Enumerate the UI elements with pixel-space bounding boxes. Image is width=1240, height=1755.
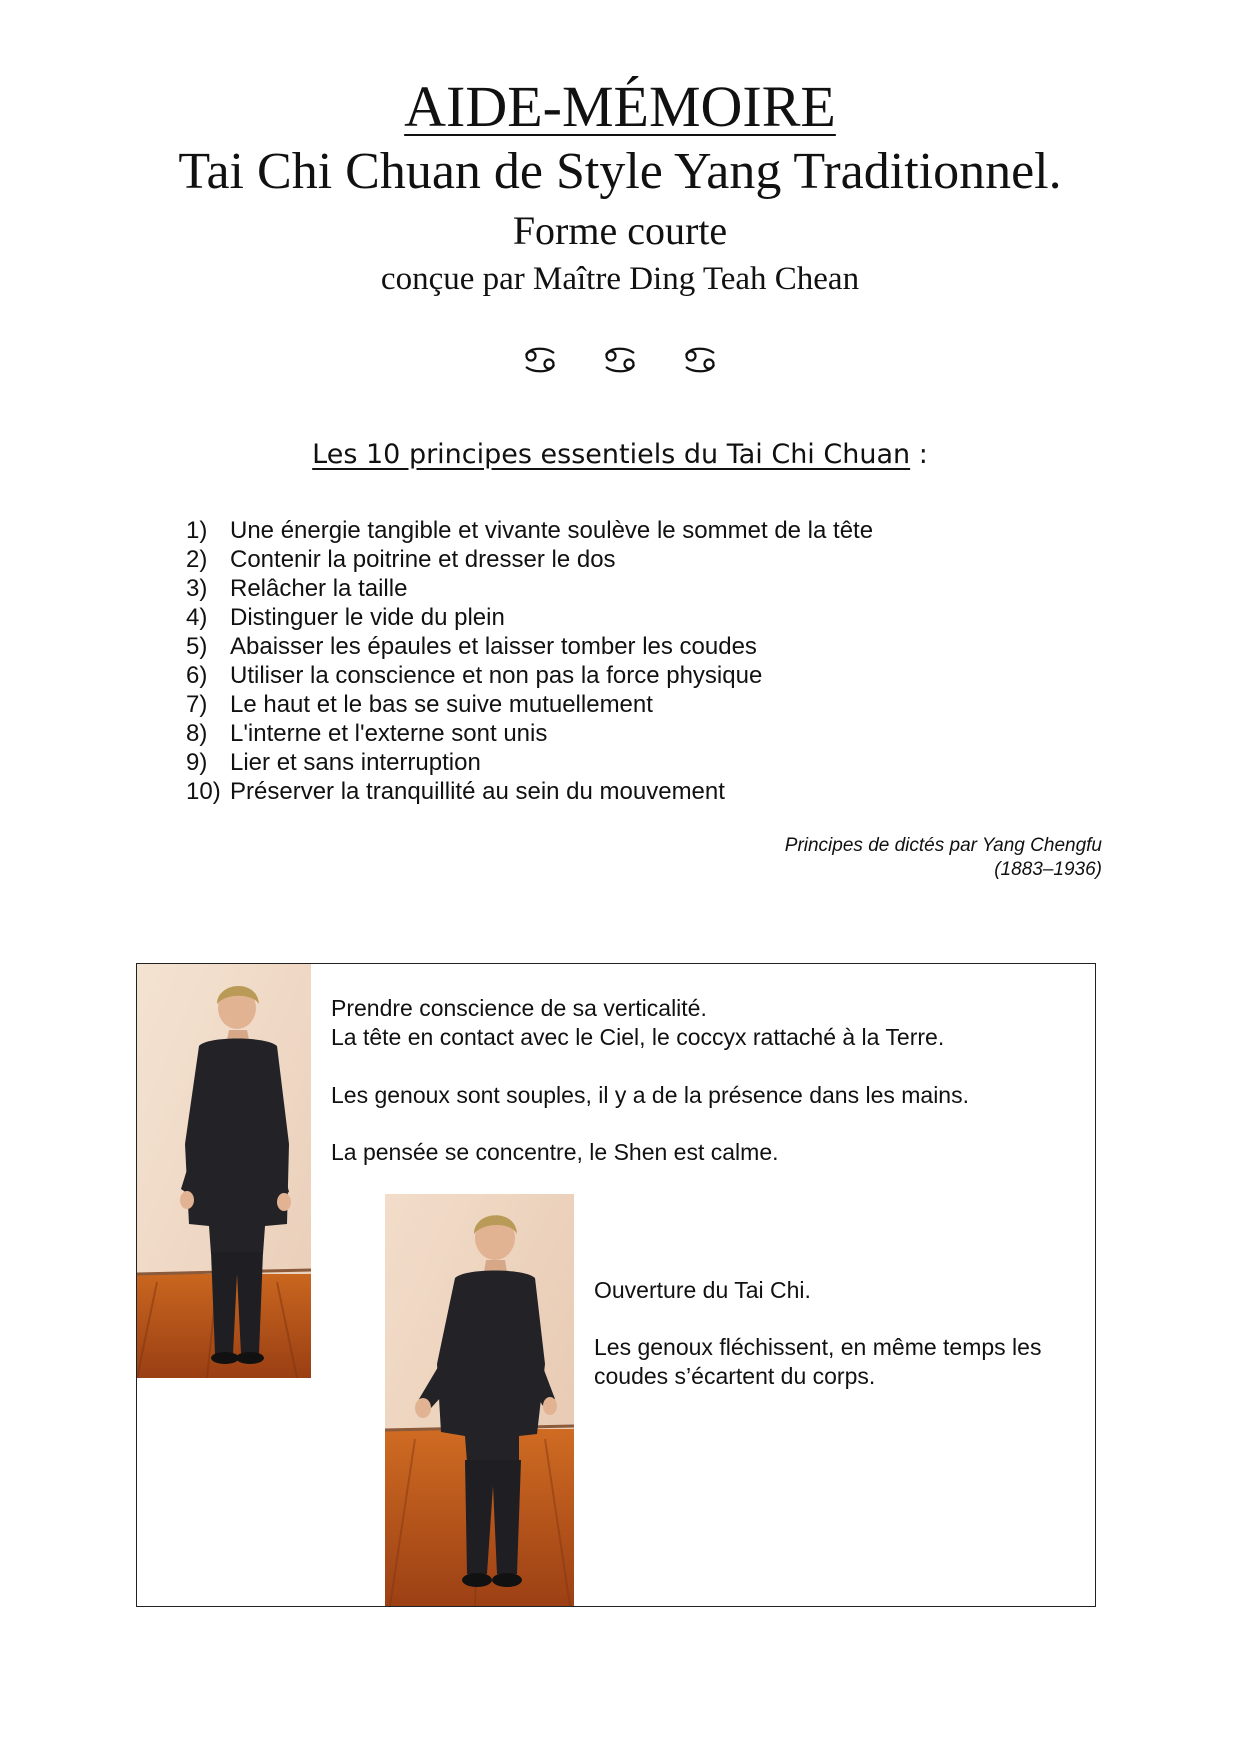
list-item: 2) Contenir la poitrine et dresser le dos [186,546,616,573]
cancer-sign-icon [602,345,638,375]
opening-description: Les genoux fléchissent, en même temps les coudes s’écartent du corps. [594,1334,1042,1389]
principles-heading-text: Les 10 principes essentiels du Tai Chi Chuan [312,439,911,470]
ornament-row [0,345,1240,385]
list-item: 4) Distinguer le vide du plein [186,604,505,631]
list-item: 10) Préserver la tranquillité au sein du mouvement [186,778,725,805]
page-subtitle: Tai Chi Chuan de Style Yang Traditionnel. [178,143,1062,200]
verticality-text: Prendre conscience de sa verticalité. La tête en contact avec le Ciel, le coccyx rattaché à la Terre. [331,995,945,1050]
list-item: 8) L'interne et l'externe sont unis [186,720,548,747]
photo-standing-posture [137,964,311,1378]
cancer-sign-icon [522,345,558,375]
principles-heading-suffix: : [910,439,928,470]
list-item: 3) Relâcher la taille [186,575,408,602]
form-name: Forme courte [512,208,728,253]
designer-credit: conçue par Maître Ding Teah Chean [380,261,860,297]
attribution [785,834,1102,882]
knees-text: Les genoux sont souples, il y a de la présence dans les mains. [331,1082,969,1108]
shen-text: La pensée se concentre, le Shen est calme. [331,1139,779,1165]
list-item: 1) Une énergie tangible et vivante soulève le sommet de la tête [186,517,874,544]
attribution-author: Principes de dictés par Yang Chengfu [784,835,1102,856]
page-title: AIDE-MÉMOIRE [404,74,836,139]
list-item: 5) Abaisser les épaules et laisser tomber les coudes [186,633,757,660]
cancer-sign-icon [682,345,718,375]
list-item: 6) Utiliser la conscience et non pas la force physique [186,662,763,689]
list-item: 7) Le haut et le bas se suive mutuellement [186,691,653,718]
photo-opening-posture [385,1194,574,1606]
attribution-dates: (1883–1936) [994,859,1102,880]
opening-title: Ouverture du Tai Chi. [594,1277,811,1303]
posture-panel [136,963,1096,1607]
principles-heading [0,437,1240,473]
principles-list [186,516,873,806]
list-item: 9) Lier et sans interruption [186,749,481,776]
